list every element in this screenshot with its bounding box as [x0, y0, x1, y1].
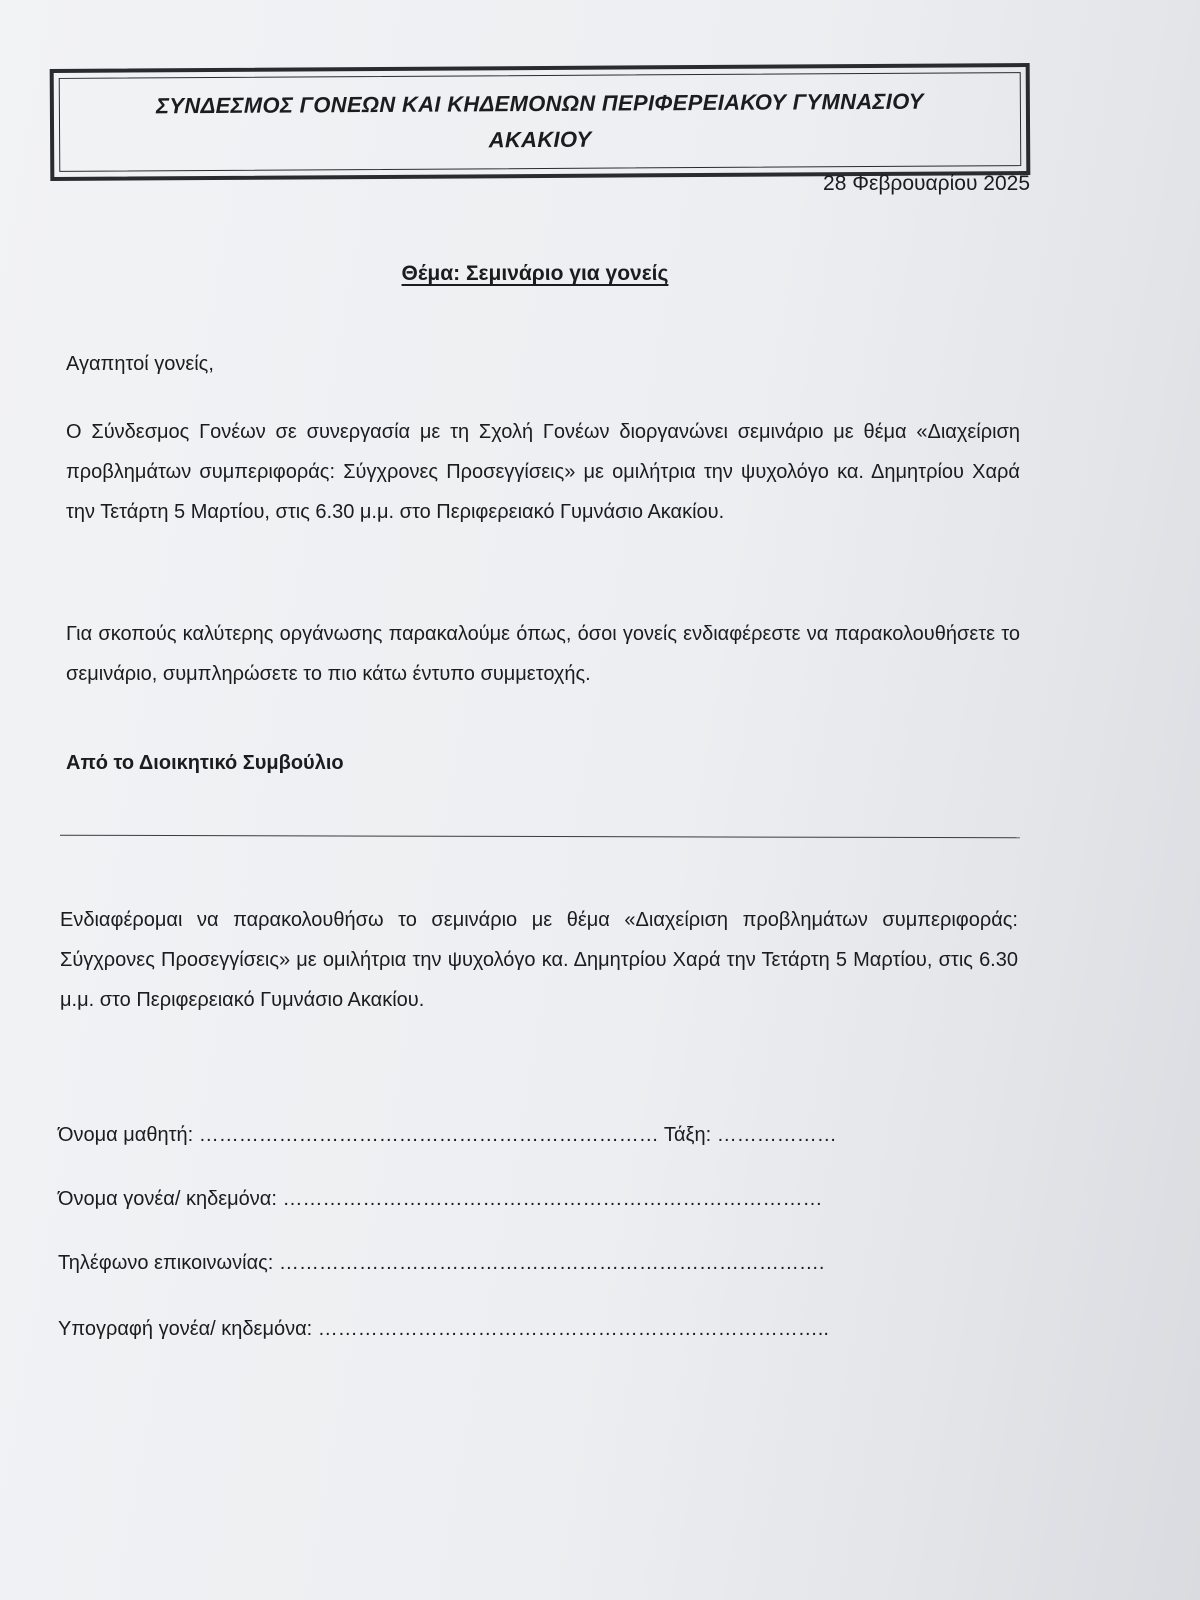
signature-field: Υπογραφή γονέα/ κηδεμόνα: ………………………………………………………………….. [58, 1318, 829, 1340]
header-box-inner [59, 72, 1022, 172]
header-box [50, 63, 1031, 181]
paragraph-request: Για σκοπούς καλύτερης οργάνωσης παρακαλούμε όπως, όσοι γονείς ενδιαφέρεστε να παρακολουθήσετε το σεμινάριο, συμπληρώσετε το πιο κάτω έντυπο συμμετοχής. [66, 623, 1020, 685]
paragraph-invitation: Ο Σύνδεσμος Γονέων σε συνεργασία με τη Σχολή Γονέων διοργανώνει σεμινάριο με θέμα «Διαχείριση προβλημάτων συμπεριφοράς: Σύγχρονες Προσεγγίσεις» με ομιλήτρια την ψυχολόγο κα. Δημητρίου Χαρά την Τετάρτη 5 Μαρτίου, στις 6.30 μ.μ. στο Περιφερειακό Γυμνάσιο Ακακίου. [66, 421, 1020, 523]
parent-name-field: Όνομα γονέα/ κηδεμόνα: ……………………………………………………………………… [58, 1188, 823, 1210]
greeting: Αγαπητοί γονείς, [66, 353, 214, 375]
form-statement: Ενδιαφέρομαι να παρακολουθήσω το σεμινάριο με θέμα «Διαχείριση προβλημάτων συμπεριφοράς: Σύγχρονες Προσεγγίσεις» με ομιλήτρια την ψυχολόγο κα. Δημητρίου Χαρά την Τετάρτη 5 Μαρτίου, στις 6.30 μ.μ. στο Περιφερειακό Γυμνάσιο Ακακίου. [60, 909, 1018, 1011]
letter-date: 28 Φεβρουαρίου 2025 [823, 172, 1030, 195]
signoff: Από το Διοικητικό Συμβούλιο [66, 752, 344, 774]
student-name-field: Όνομα μαθητή: …………………………………………………………… Τάξη: ……………… [58, 1124, 837, 1146]
header-title-line1: ΣΥΝΔΕΣΜΟΣ ΓΟΝΕΩΝ ΚΑΙ ΚΗΔΕΜΟΝΩΝ ΠΕΡΙΦΕΡΕΙΑΚΟΥ ΓΥΜΝΑΣΙΟΥ [156, 88, 924, 119]
tear-off-divider [60, 835, 1020, 839]
header-title-line2: ΑΚΑΚΙΟΥ [488, 126, 592, 153]
phone-field: Τηλέφωνο επικοινωνίας: ………………………………………………………………………. [58, 1252, 825, 1274]
letter-subject: Θέμα: Σεμινάριο για γονείς [401, 262, 669, 285]
